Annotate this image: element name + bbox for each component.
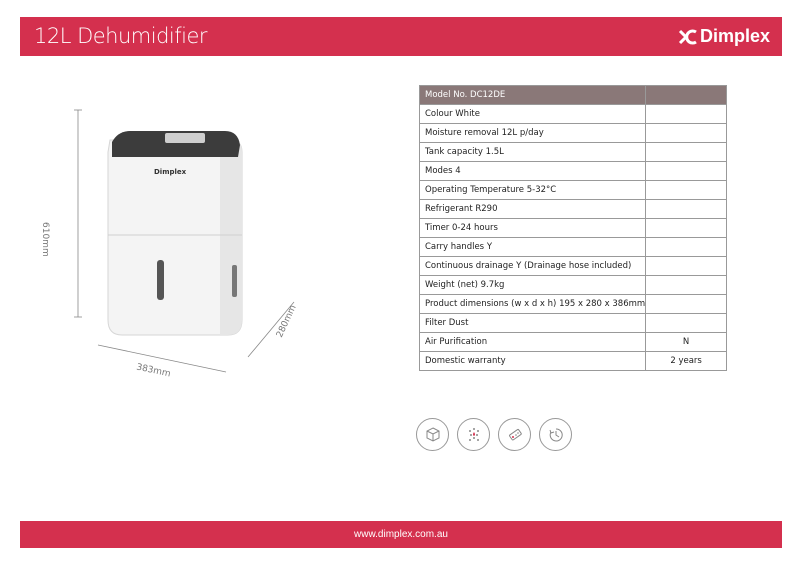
spec-label: Carry handles Y <box>420 238 646 257</box>
spec-value <box>646 105 727 124</box>
dimplex-logo-icon <box>678 29 698 45</box>
water-drops-icon <box>457 418 490 451</box>
table-row <box>420 276 727 295</box>
dehumidifier-image <box>60 95 320 395</box>
box-icon <box>416 418 449 451</box>
spec-table-header <box>420 86 727 105</box>
timer-icon <box>539 418 572 451</box>
spec-value <box>646 124 727 143</box>
spec-value <box>646 295 727 314</box>
device-brand-label: Dimplex <box>154 168 187 176</box>
spec-label: Moisture removal 12L p/day <box>420 124 646 143</box>
spec-label: Colour White <box>420 105 646 124</box>
spec-value <box>646 219 727 238</box>
spec-value <box>646 314 727 333</box>
spec-label: Filter Dust <box>420 314 646 333</box>
spec-label: Modes 4 <box>420 162 646 181</box>
brand-logo <box>678 26 770 47</box>
height-dimension-label: 610mm <box>40 222 50 257</box>
header-bar <box>20 17 782 56</box>
spec-value <box>646 238 727 257</box>
table-row <box>420 181 727 200</box>
table-row <box>420 105 727 124</box>
spec-value: N <box>646 333 727 352</box>
remote-control-icon <box>498 418 531 451</box>
table-row <box>420 314 727 333</box>
spec-value: 2 years <box>646 352 727 371</box>
table-row <box>420 257 727 276</box>
spec-label: Continuous drainage Y (Drainage hose included) <box>420 257 646 276</box>
spec-value <box>646 257 727 276</box>
spec-header-value <box>646 86 727 105</box>
width-dimension-label: 383mm <box>135 362 172 380</box>
table-row <box>420 333 727 352</box>
spec-label: Operating Temperature 5-32°C <box>420 181 646 200</box>
spec-value <box>646 276 727 295</box>
table-row <box>420 162 727 181</box>
footer-url-link[interactable]: www.dimplex.com.au <box>354 529 448 540</box>
table-row <box>420 219 727 238</box>
spec-label: Product dimensions (w x d x h) 195 x 280 x 386mm <box>420 295 646 314</box>
depth-dimension-label: 280mm <box>275 303 299 340</box>
spec-label: Weight (net) 9.7kg <box>420 276 646 295</box>
spec-label: Refrigerant R290 <box>420 200 646 219</box>
page-title: 12L Dehumidifier <box>34 24 208 48</box>
spec-value <box>646 200 727 219</box>
spec-label: Tank capacity 1.5L <box>420 143 646 162</box>
spec-label: Timer 0-24 hours <box>420 219 646 238</box>
spec-header-label: Model No. DC12DE <box>420 86 646 105</box>
table-row <box>420 238 727 257</box>
spec-value <box>646 181 727 200</box>
spec-label: Domestic warranty <box>420 352 646 371</box>
spec-value <box>646 143 727 162</box>
table-row <box>420 200 727 219</box>
spec-table <box>419 85 727 371</box>
feature-icons <box>416 418 572 451</box>
footer-bar <box>20 521 782 548</box>
table-row <box>420 143 727 162</box>
table-row <box>420 124 727 143</box>
table-row <box>420 352 727 371</box>
table-row <box>420 295 727 314</box>
spec-label: Air Purification <box>420 333 646 352</box>
spec-value <box>646 162 727 181</box>
brand-name: Dimplex <box>699 26 770 46</box>
